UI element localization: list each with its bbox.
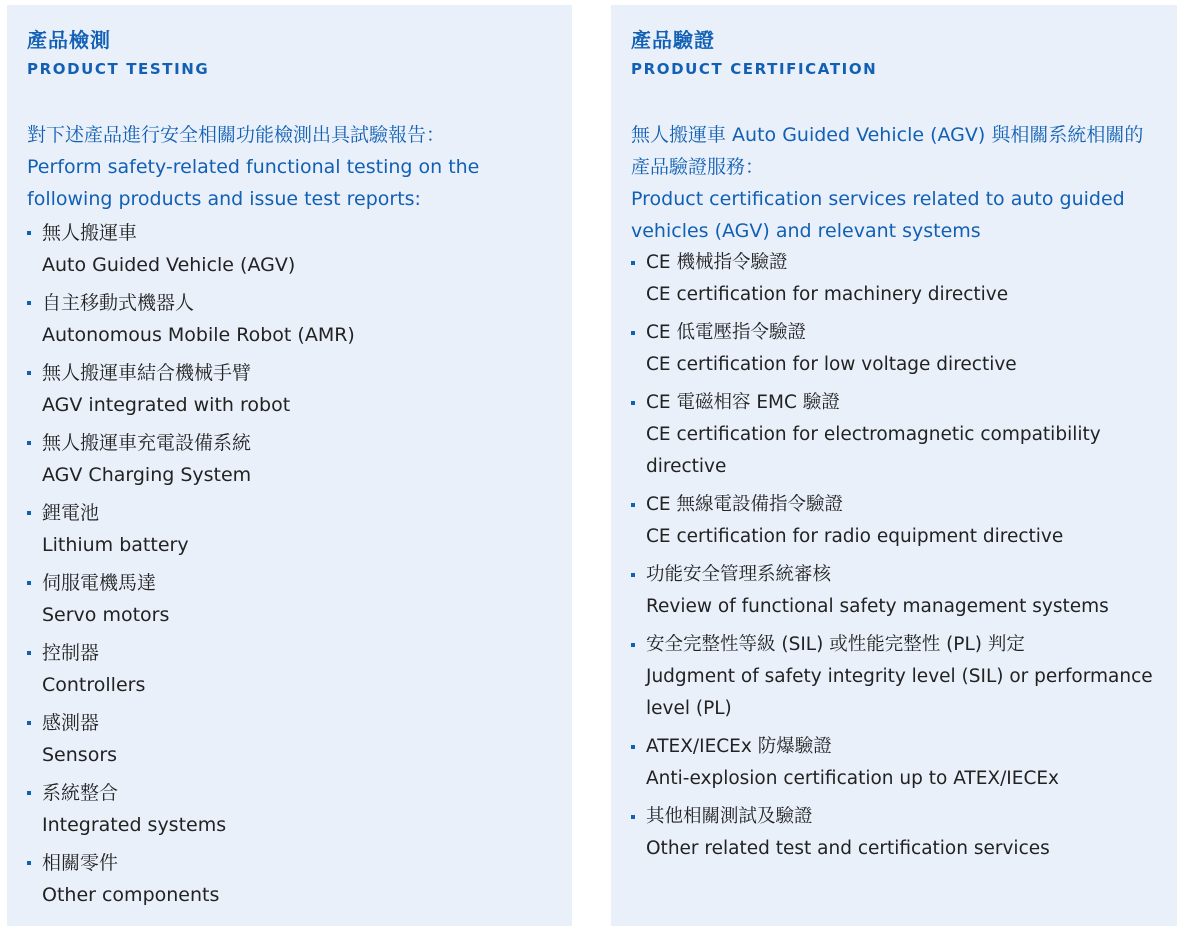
item-label-zh: 鋰電池: [42, 502, 100, 524]
product-certification-panel: [611, 5, 1177, 926]
item-label-zh: 無人搬運車結合機械手臂: [42, 362, 252, 384]
bullet-icon: [27, 371, 31, 375]
item-label-en: Other components: [42, 884, 220, 906]
item-label-zh: 控制器: [42, 642, 100, 664]
item-label-en: Sensors: [42, 744, 118, 766]
list-item: [27, 357, 572, 421]
item-label-en: Autonomous Mobile Robot (AMR): [42, 324, 355, 346]
list-item: [631, 731, 1177, 795]
list-item: [631, 317, 1177, 381]
item-label-zh: CE 電磁相容 EMC 驗證: [646, 392, 840, 413]
bullet-icon: [27, 651, 31, 655]
item-label-en: Integrated systems: [42, 814, 227, 836]
list-item: [631, 387, 1177, 483]
list-item: [631, 247, 1177, 311]
testing-items-list: [27, 217, 572, 911]
item-label-zh: 伺服電機馬達: [42, 572, 157, 594]
certification-intro-zh: 無人搬運車 Auto Guided Vehicle (AGV) 與相關系統相關的產品驗證服務：: [631, 124, 1144, 178]
item-label-zh: 感測器: [42, 712, 100, 734]
testing-title-zh: 產品檢測: [27, 28, 111, 52]
bullet-icon: [631, 815, 635, 819]
item-label-en: Judgment of safety integrity level (SIL) or performance level (PL): [646, 666, 1153, 719]
item-label-en: Other related test and certification services: [646, 838, 1050, 859]
item-label-en: CE certification for radio equipment directive: [646, 526, 1064, 547]
list-item: [27, 427, 572, 491]
certification-title-en: PRODUCT CERTIFICATION: [631, 60, 878, 78]
list-item: [631, 489, 1177, 553]
list-item: [27, 637, 572, 701]
bullet-icon: [27, 301, 31, 305]
bullet-icon: [631, 745, 635, 749]
bullet-icon: [27, 511, 31, 515]
bullet-icon: [27, 721, 31, 725]
item-label-zh: CE 無線電設備指令驗證: [646, 494, 843, 515]
item-label-zh: 無人搬運車充電設備系統: [42, 432, 252, 454]
testing-intro: [27, 119, 572, 215]
item-label-zh: 功能安全管理系統審核: [646, 564, 832, 585]
bullet-icon: [27, 441, 31, 445]
bullet-icon: [631, 643, 635, 647]
item-label-en: Controllers: [42, 674, 146, 696]
bullet-icon: [631, 331, 635, 335]
item-label-zh: 安全完整性等級 (SIL) 或性能完整性 (PL) 判定: [646, 634, 1025, 655]
item-label-zh: 相關零件: [42, 852, 119, 874]
item-label-en: CE certification for low voltage directive: [646, 354, 1017, 375]
bullet-icon: [631, 573, 635, 577]
item-label-zh: CE 低電壓指令驗證: [646, 322, 806, 343]
testing-intro-zh: 對下述產品進行安全相關功能檢測出具試驗報告：: [27, 124, 446, 146]
list-item: [27, 287, 572, 351]
item-label-en: Anti-explosion certification up to ATEX/IECEx: [646, 768, 1060, 789]
list-item: [27, 497, 572, 561]
item-label-zh: CE 機械指令驗證: [646, 252, 788, 273]
item-label-en: Auto Guided Vehicle (AGV): [42, 254, 296, 276]
list-item: [631, 559, 1177, 623]
list-item: [27, 777, 572, 841]
item-label-zh: 無人搬運車: [42, 222, 138, 244]
bullet-icon: [27, 581, 31, 585]
product-testing-panel: [7, 5, 572, 926]
item-label-zh: 系統整合: [42, 782, 119, 804]
item-label-en: Review of functional safety management systems: [646, 596, 1109, 617]
list-item: [631, 801, 1177, 865]
item-label-zh: 其他相關測試及驗證: [646, 806, 813, 827]
certification-items-list: [631, 247, 1177, 865]
bullet-icon: [631, 261, 635, 265]
bullet-icon: [27, 861, 31, 865]
testing-intro-en: Perform safety-related functional testing on the following products and issue test reports:: [27, 156, 480, 210]
list-item: [27, 567, 572, 631]
list-item: [27, 217, 572, 281]
list-item: [27, 707, 572, 771]
item-label-zh: ATEX/IECEx 防爆驗證: [646, 736, 832, 757]
item-label-zh: 自主移動式機器人: [42, 292, 195, 314]
bullet-icon: [631, 503, 635, 507]
certification-title-zh: 產品驗證: [631, 28, 715, 52]
bullet-icon: [27, 791, 31, 795]
item-label-en: CE certification for machinery directive: [646, 284, 1009, 305]
testing-title-en: PRODUCT TESTING: [27, 60, 210, 78]
item-label-en: Servo motors: [42, 604, 170, 626]
item-label-en: CE certification for electromagnetic compatibility directive: [646, 424, 1101, 477]
certification-intro-en: Product certification services related to auto guided vehicles (AGV) and relevant systems: [631, 188, 1125, 242]
item-label-en: AGV integrated with robot: [42, 394, 291, 416]
item-label-en: AGV Charging System: [42, 464, 252, 486]
item-label-en: Lithium battery: [42, 534, 189, 556]
list-item: [27, 847, 572, 911]
certification-intro: [631, 119, 1177, 247]
bullet-icon: [631, 401, 635, 405]
list-item: [631, 629, 1177, 725]
bullet-icon: [27, 231, 31, 235]
